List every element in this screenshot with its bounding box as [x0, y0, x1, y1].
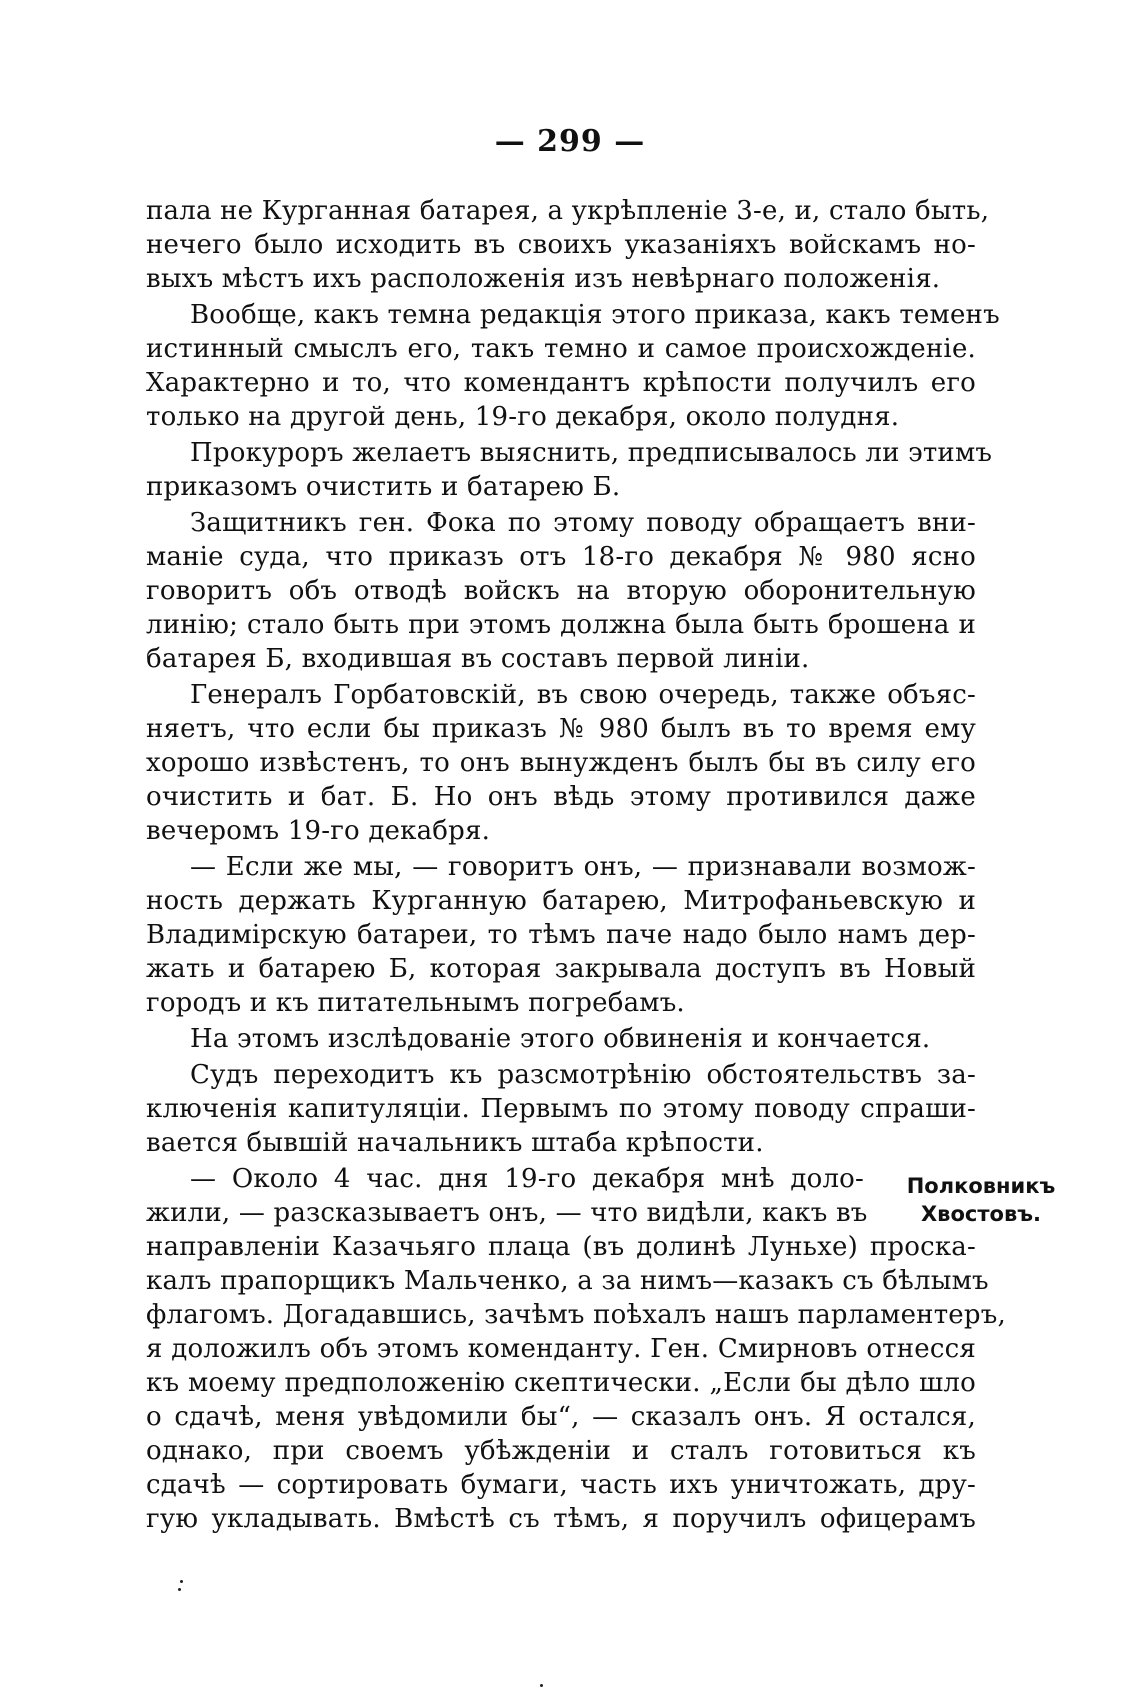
margin-note-name: Хвостовъ. — [920, 1202, 1041, 1226]
text-line: Владимірскую батареи, то тѣмъ паче надо было намъ дер- — [146, 920, 976, 950]
text-line: только на другой день, 19-го декабря, около полудня. — [146, 402, 900, 432]
text-line: вечеромъ 19-го декабря. — [146, 816, 491, 846]
text-line: хорошо извѣстенъ, то онъ вынужденъ былъ бы въ силу его — [146, 748, 976, 778]
text-line: говоритъ объ отводѣ войскъ на вторую оборонительную — [146, 576, 976, 606]
text-line: — Если же мы, — говоритъ онъ, — признавали возмож- — [190, 852, 976, 882]
text-line: На этомъ изслѣдованіе этого обвиненія и кончается. — [190, 1024, 931, 1054]
text-line: направленіи Казачьяго плаца (въ долинѣ Луньхе) проска- — [146, 1232, 976, 1262]
print-speck — [540, 1684, 543, 1687]
text-line: пала не Курганная батарея, а укрѣпленіе 3-е, и, стало быть, — [146, 196, 990, 226]
text-line: городъ и къ питательнымъ погребамъ. — [146, 988, 685, 1018]
text-line: маніе суда, что приказъ отъ 18-го декабря № 980 ясно — [146, 542, 976, 572]
text-line: къ моему предположенію скептически. „Если бы дѣло шло — [146, 1368, 976, 1398]
text-line: — Около 4 час. дня 19-го декабря мнѣ доло- — [190, 1164, 864, 1194]
text-line: жать и батарею Б, которая закрывала доступъ въ Новый — [146, 954, 976, 984]
print-speck — [180, 1580, 183, 1583]
text-line: я доложилъ объ этомъ коменданту. Ген. Смирновъ отнесся — [146, 1334, 976, 1364]
text-line: Характерно и то, что комендантъ крѣпости получилъ его — [146, 368, 976, 398]
text-line: Генералъ Горбатовскій, въ свою очередь, также объяс- — [190, 680, 976, 710]
text-line: Прокуроръ желаетъ выяснить, предписывалось ли этимъ — [190, 438, 993, 468]
text-line: гую укладывать. Вмѣстѣ съ тѣмъ, я поручилъ офицерамъ — [146, 1504, 976, 1534]
text-line: приказомъ очистить и батарею Б. — [146, 472, 621, 502]
margin-note — [906, 1172, 1056, 1228]
text-line: ность держать Курганную батарею, Митрофаньевскую и — [146, 886, 976, 916]
text-line: сдачѣ — сортировать бумаги, часть ихъ уничтожать, дру- — [146, 1470, 976, 1500]
text-line: выхъ мѣстъ ихъ расположенія изъ невѣрнаго положенія. — [146, 264, 941, 294]
text-line: жили, — разсказываетъ онъ, — что видѣли, какъ въ — [146, 1198, 868, 1228]
text-line: очистить и бат. Б. Но онъ вѣдь этому противился даже — [146, 782, 976, 812]
text-line: ключенія капитуляціи. Первымъ по этому поводу спраши- — [146, 1094, 976, 1124]
text-line: о сдачѣ, меня увѣдомили бы“, — сказалъ онъ. Я остался, — [146, 1402, 976, 1432]
print-speck — [178, 1588, 181, 1591]
text-line: Вообще, какъ темна редакція этого приказа, какъ теменъ — [190, 300, 1000, 330]
text-line: однако, при своемъ убѣжденіи и сталъ готовиться къ — [146, 1436, 976, 1466]
text-line: вается бывшій начальникъ штаба крѣпости. — [146, 1128, 764, 1158]
text-line: Судъ переходитъ къ разсмотрѣнію обстоятельствъ за- — [190, 1060, 976, 1090]
text-line: калъ прапорщикъ Мальченко, а за нимъ—казакъ съ бѣлымъ — [146, 1266, 989, 1296]
text-line: батарея Б, входившая въ составъ первой линіи. — [146, 644, 810, 674]
text-line: линію; стало быть при этомъ должна была быть брошена и — [146, 610, 976, 640]
page-number: — 299 — — [494, 124, 646, 159]
text-line: истинный смыслъ его, такъ темно и самое происхожденіе. — [146, 334, 976, 364]
text-line: флагомъ. Догадавшись, зачѣмъ поѣхалъ нашъ парламентеръ, — [146, 1300, 1006, 1330]
margin-note-rank: Полковникъ — [906, 1174, 1056, 1198]
text-line: Защитникъ ген. Фока по этому поводу обращаетъ вни- — [190, 508, 976, 538]
text-line: нечего было исходить въ своихъ указаніяхъ войскамъ но- — [146, 230, 976, 260]
text-line: няетъ, что если бы приказъ № 980 былъ въ то время ему — [146, 714, 976, 744]
